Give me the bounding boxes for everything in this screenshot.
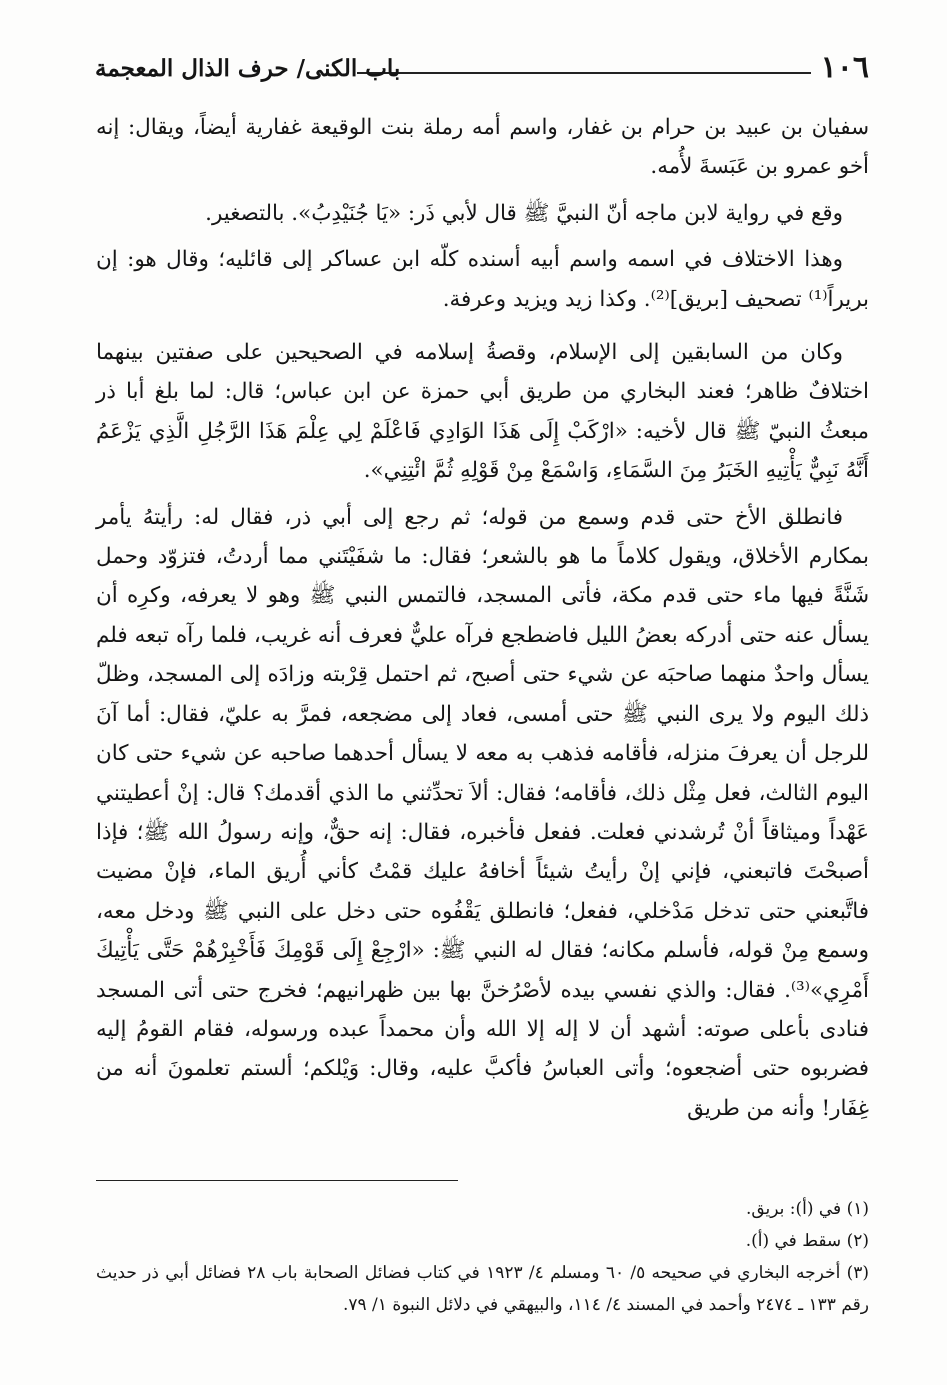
main-text <box>96 108 869 1128</box>
running-head: باب الكنى/ حرف الذال المعجمة <box>95 55 401 82</box>
paragraph: وهذا الاختلاف في اسمه واسم أبيه أسنده كلّه ابن عساكر إلى قائليه؛ وقال هو: إن بريراً⁽¹⁾ تصحيف [بريق]⁽²⁾. وكذا زيد ويزيد وعرفة. <box>96 247 869 312</box>
header-rule <box>357 72 811 74</box>
footnotes <box>96 1180 869 1321</box>
footnote: (٣) أخرجه البخاري في صحيحه ٥/ ٦٠ ومسلم ٤/ ١٩٢٣ في كتاب فضائل الصحابة باب ٢٨ فضائل أبي ذر حديث رقم ١٣٣ ـ ٢٤٧٤ وأحمد في المسند ٤/ ١١٤، والبيهقي في دلائل النبوة ١/ ٧٩. <box>96 1263 870 1315</box>
paragraph: وقع في رواية لابن ماجه أنّ النبيَّ ﷺ قال لأبي ذَر: «يَا جُنَيْدِبُ». بالتصغير. <box>205 200 843 226</box>
footnote-rule <box>96 1180 458 1181</box>
paragraph: سفيان بن عبيد بن حرام بن غفار، واسم أمه رملة بنت الوقيعة غفارية أيضاً، ويقال: إنه أخو عمرو بن عَبَسةَ لأُمه. <box>96 115 869 180</box>
footnote: (١) في (أ): بريق. <box>745 1199 869 1219</box>
page-number: ١٠٦ <box>820 50 869 85</box>
paragraph: وكان من السابقين إلى الإسلام، وقصةُ إسلامه في الصحيحين على صفتين بينهما اختلافٌ ظاهر؛ فعند البخاري من طريق أبي حمزة عن ابن عباس؛ قال: لما بلغ أبا ذر مبعثُ النبيّ ﷺ قال لأخيه: «ارْكَبْ إِلَى هَذَا الوَادِي فَاعْلَمْ لِي عِلْمَ هَذَا الرَّجُلِ الَّذِي يَزْعَمُ أَنَّهُ نَبِيٌّ يَأْتِيهِ الخَبَرُ مِنَ السَّمَاءِ، وَاسْمَعْ مِنْ قَوْلِهِ ثُمَّ ائْتِنِي». <box>96 340 869 484</box>
page-header <box>95 48 869 92</box>
paragraph: فانطلق الأخ حتى قدم وسمع من قوله؛ ثم رجع إلى أبي ذر، فقال له: رأيتهُ يأمر بمكارم الأخلاق، ويقول كلاماً ما هو بالشعر؛ فقال: ما شفَيْتَني مما أردتُ، فتزوّد وحمل شَنَّةً فيها ماء حتى قدم مكة، فأتى المسجد، فالتمس النبي ﷺ وهو لا يعرفه، وكرِه أن يسأل عنه حتى أدركه بعضُ الليل فاضطجع فرآه عليٌّ فعرف أنه غريب، فلما رآه تبعه فلم يسأل واحدٌ منهما صاحبَه عن شيء حتى أصبح، ثم احتمل قِرْبته وزادَه إلى المسجد، وظلّ ذلك اليوم ولا يرى النبي ﷺ حتى أمسى، فعاد إلى مضجعه، فمرَّ به عليّ، فقال: أما آنَ للرجل أن يعرفَ منزله، فأقامه فذهب به معه لا يسأل أحدهما صاحبه عن شيء حتى كان اليوم الثالث، فعل مِثْل ذلك، فأقامه؛ فقال: ألاَ تحدِّثني ما الذي أقدمك؟ قال: إنْ أعطيتني عَهْداً وميثاقاً أنْ تُرشدني فعلت. ففعل فأخبره، فقال: إنه حقٌّ، وإنه رسولُ الله ﷺ؛ فإذا أصبحْتَ فاتبعني، فإني إنْ رأيتُ شيئاً أخافهُ عليك قمْتُ كأني أُريق الماء، فإنْ مضيت فاتَّبعني حتى تدخل مَدْخلي، ففعل؛ فانطلق يَقْفُوه حتى دخل على النبي ﷺ ودخل معه، وسمع مِنْ قوله، فأسلم مكانه؛ فقال له النبي ﷺ: «ارْجِعْ إِلَى قَوْمِكَ فَأَخْبِرْهُمْ حَتَّى يَأْتِيكَ أَمْرِي»⁽³⁾. فقال: والذي نفسي بيده لأصْرُخنَّ بها بين ظهرانيهم؛ فخرج حتى أتى المسجد فنادى بأعلى صوته: أشهد أن لا إله إلا الله وأن محمداً عبده ورسوله، فقام القومُ إليه فضربوه حتى أضجعوه؛ وأتى العباسُ فأكبَّ عليه، وقال: وَيْلكم؛ ألستم تعلمونَ أنه من غِفَار! وأنه من طريق <box>96 504 869 1121</box>
footnote: (٢) سقط في (أ). <box>745 1231 869 1251</box>
